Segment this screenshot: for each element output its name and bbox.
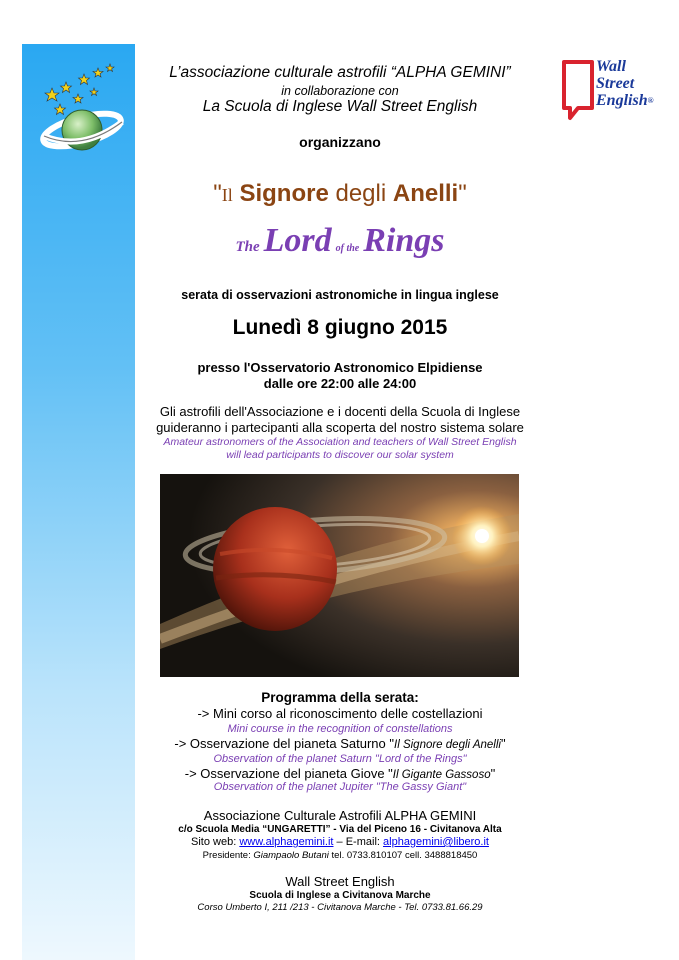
site-label: Sito web: bbox=[191, 836, 237, 848]
wse-word-wall: Wall bbox=[596, 58, 626, 75]
venue-line-2: dalle ore 22:00 alle 24:00 bbox=[263, 376, 417, 391]
blue-sidebar bbox=[22, 44, 135, 960]
header-line-3: La Scuola di Inglese Wall Street English bbox=[202, 98, 478, 115]
lotr-lord: Lord bbox=[263, 222, 332, 259]
lotr-logo bbox=[150, 222, 530, 260]
program-item-1-english: Mini course in the recognition of constellations bbox=[227, 723, 453, 735]
lotr-the: The bbox=[235, 239, 260, 255]
saturn-planet-icon bbox=[160, 474, 519, 677]
president-label: Presidente: bbox=[202, 850, 251, 861]
school-subtitle: Scuola di Inglese a Civitanova Marche bbox=[249, 890, 431, 901]
title-signore: Signore bbox=[239, 180, 329, 207]
program-item-3-italic: Il Gigante Gassoso bbox=[392, 769, 491, 781]
association-president bbox=[150, 850, 530, 861]
description-italian-1: Gli astrofili dell'Associazione e i docenti della Scuola di Inglese bbox=[159, 404, 521, 419]
lotr-of-the: of the bbox=[335, 243, 360, 254]
description-italian-2: guideranno i partecipanti alla scoperta del nostro sistema solare bbox=[156, 420, 524, 435]
program-item-2-italic: Il Signore degli Anelli bbox=[394, 739, 501, 751]
event-subtitle: serata di osservazioni astronomiche in lingua inglese bbox=[181, 288, 499, 302]
title-quote-open: " bbox=[213, 180, 222, 207]
registered-mark: ® bbox=[647, 96, 654, 105]
association-name: Associazione Culturale Astrofili ALPHA GEMINI bbox=[203, 808, 477, 823]
title-il: Il bbox=[221, 185, 233, 205]
title-quote-close: " bbox=[458, 180, 467, 207]
organizzano-label: organizzano bbox=[299, 134, 381, 150]
header-line-2: in collaborazione con bbox=[281, 84, 399, 98]
event-date: Lunedì 8 giugno 2015 bbox=[232, 316, 448, 339]
title-anelli: Anelli bbox=[392, 180, 459, 207]
email-label: – E-mail: bbox=[336, 836, 380, 848]
wall-street-english-logo bbox=[558, 56, 658, 128]
wse-word-english: English bbox=[596, 92, 648, 109]
school-name: Wall Street English bbox=[285, 874, 395, 889]
program-item-3 bbox=[150, 766, 530, 781]
saturn-illustration bbox=[160, 474, 519, 677]
program-item-1 bbox=[150, 706, 530, 721]
program-item-3-suffix: " bbox=[490, 766, 496, 781]
alpha-gemini-logo-icon bbox=[36, 60, 136, 160]
program-item-1-text: -> Mini corso al riconoscimento delle costellazioni bbox=[197, 706, 483, 721]
email-link[interactable]: alphagemini@libero.it bbox=[383, 836, 489, 848]
program-item-3-text: -> Osservazione del pianeta Giove " bbox=[184, 766, 393, 781]
president-phones: tel. 0733.810107 cell. 3488818450 bbox=[331, 850, 478, 861]
association-address: c/o Scuola Media “UNGARETTI” - Via del Piceno 16 - Civitanova Alta bbox=[178, 824, 502, 835]
program-item-2 bbox=[150, 736, 530, 751]
program-item-2-text: -> Osservazione del pianeta Saturno " bbox=[174, 736, 394, 751]
school-address: Corso Umberto I, 211 /213 - Civitanova Marche - Tel. 0733.81.66.29 bbox=[197, 902, 483, 913]
program-title: Programma della serata: bbox=[261, 690, 419, 705]
wse-word-street: Street bbox=[596, 75, 635, 92]
program-item-3-english: Observation of the planet Jupiter "The Gassy Giant" bbox=[213, 781, 467, 793]
president-name: Giampaolo Butani bbox=[253, 850, 329, 861]
program-item-2-english: Observation of the planet Saturn "Lord of the Rings" bbox=[213, 753, 467, 765]
description-english-1: Amateur astronomers of the Association and teachers of Wall Street English bbox=[163, 436, 517, 448]
event-title-italian bbox=[150, 180, 530, 208]
program-item-2-suffix: " bbox=[500, 736, 506, 751]
header-line-1: L’associazione culturale astrofili “ALPHA GEMINI” bbox=[169, 64, 511, 81]
association-contacts bbox=[150, 836, 530, 848]
description-english-2: will lead participants to discover our solar system bbox=[226, 449, 454, 461]
lotr-rings: Rings bbox=[363, 222, 445, 259]
title-degli: degli bbox=[335, 180, 387, 207]
venue-line-1: presso l'Osservatorio Astronomico Elpidiense bbox=[197, 360, 483, 375]
website-link[interactable]: www.alphagemini.it bbox=[239, 836, 334, 848]
